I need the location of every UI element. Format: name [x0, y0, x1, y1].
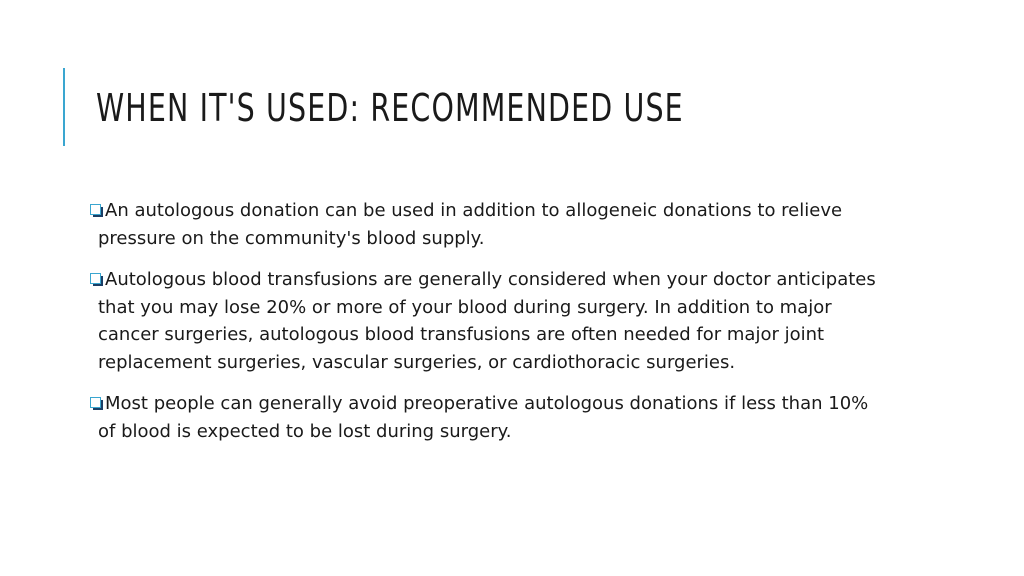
bullet-item [90, 197, 890, 252]
slide-title: WHEN IT'S USED: RECOMMENDED USE [96, 86, 684, 130]
checkbox-square-bullet-icon [90, 204, 102, 216]
title-accent-bar [63, 68, 65, 146]
bullet-text: Autologous blood transfusions are generally considered when your doctor anticipates that you may lose 20% or more of your blood during surgery. In addition to major cancer surgeries, autologous blood transfusions are often needed for major joint replacement surgeries, vascular surgeries, or cardiothoracic surgeries. [98, 269, 876, 373]
bullet-item [90, 390, 890, 445]
bullet-text: Most people can generally avoid preoperative autologous donations if less than 10% of blood is expected to be lost during surgery. [98, 393, 869, 442]
bullet-item [90, 266, 890, 376]
checkbox-square-bullet-icon [90, 273, 102, 285]
bullet-list [90, 197, 890, 459]
bullet-text: An autologous donation can be used in addition to allogeneic donations to relieve pressure on the community's blood supply. [98, 200, 843, 249]
checkbox-square-bullet-icon [90, 397, 102, 409]
